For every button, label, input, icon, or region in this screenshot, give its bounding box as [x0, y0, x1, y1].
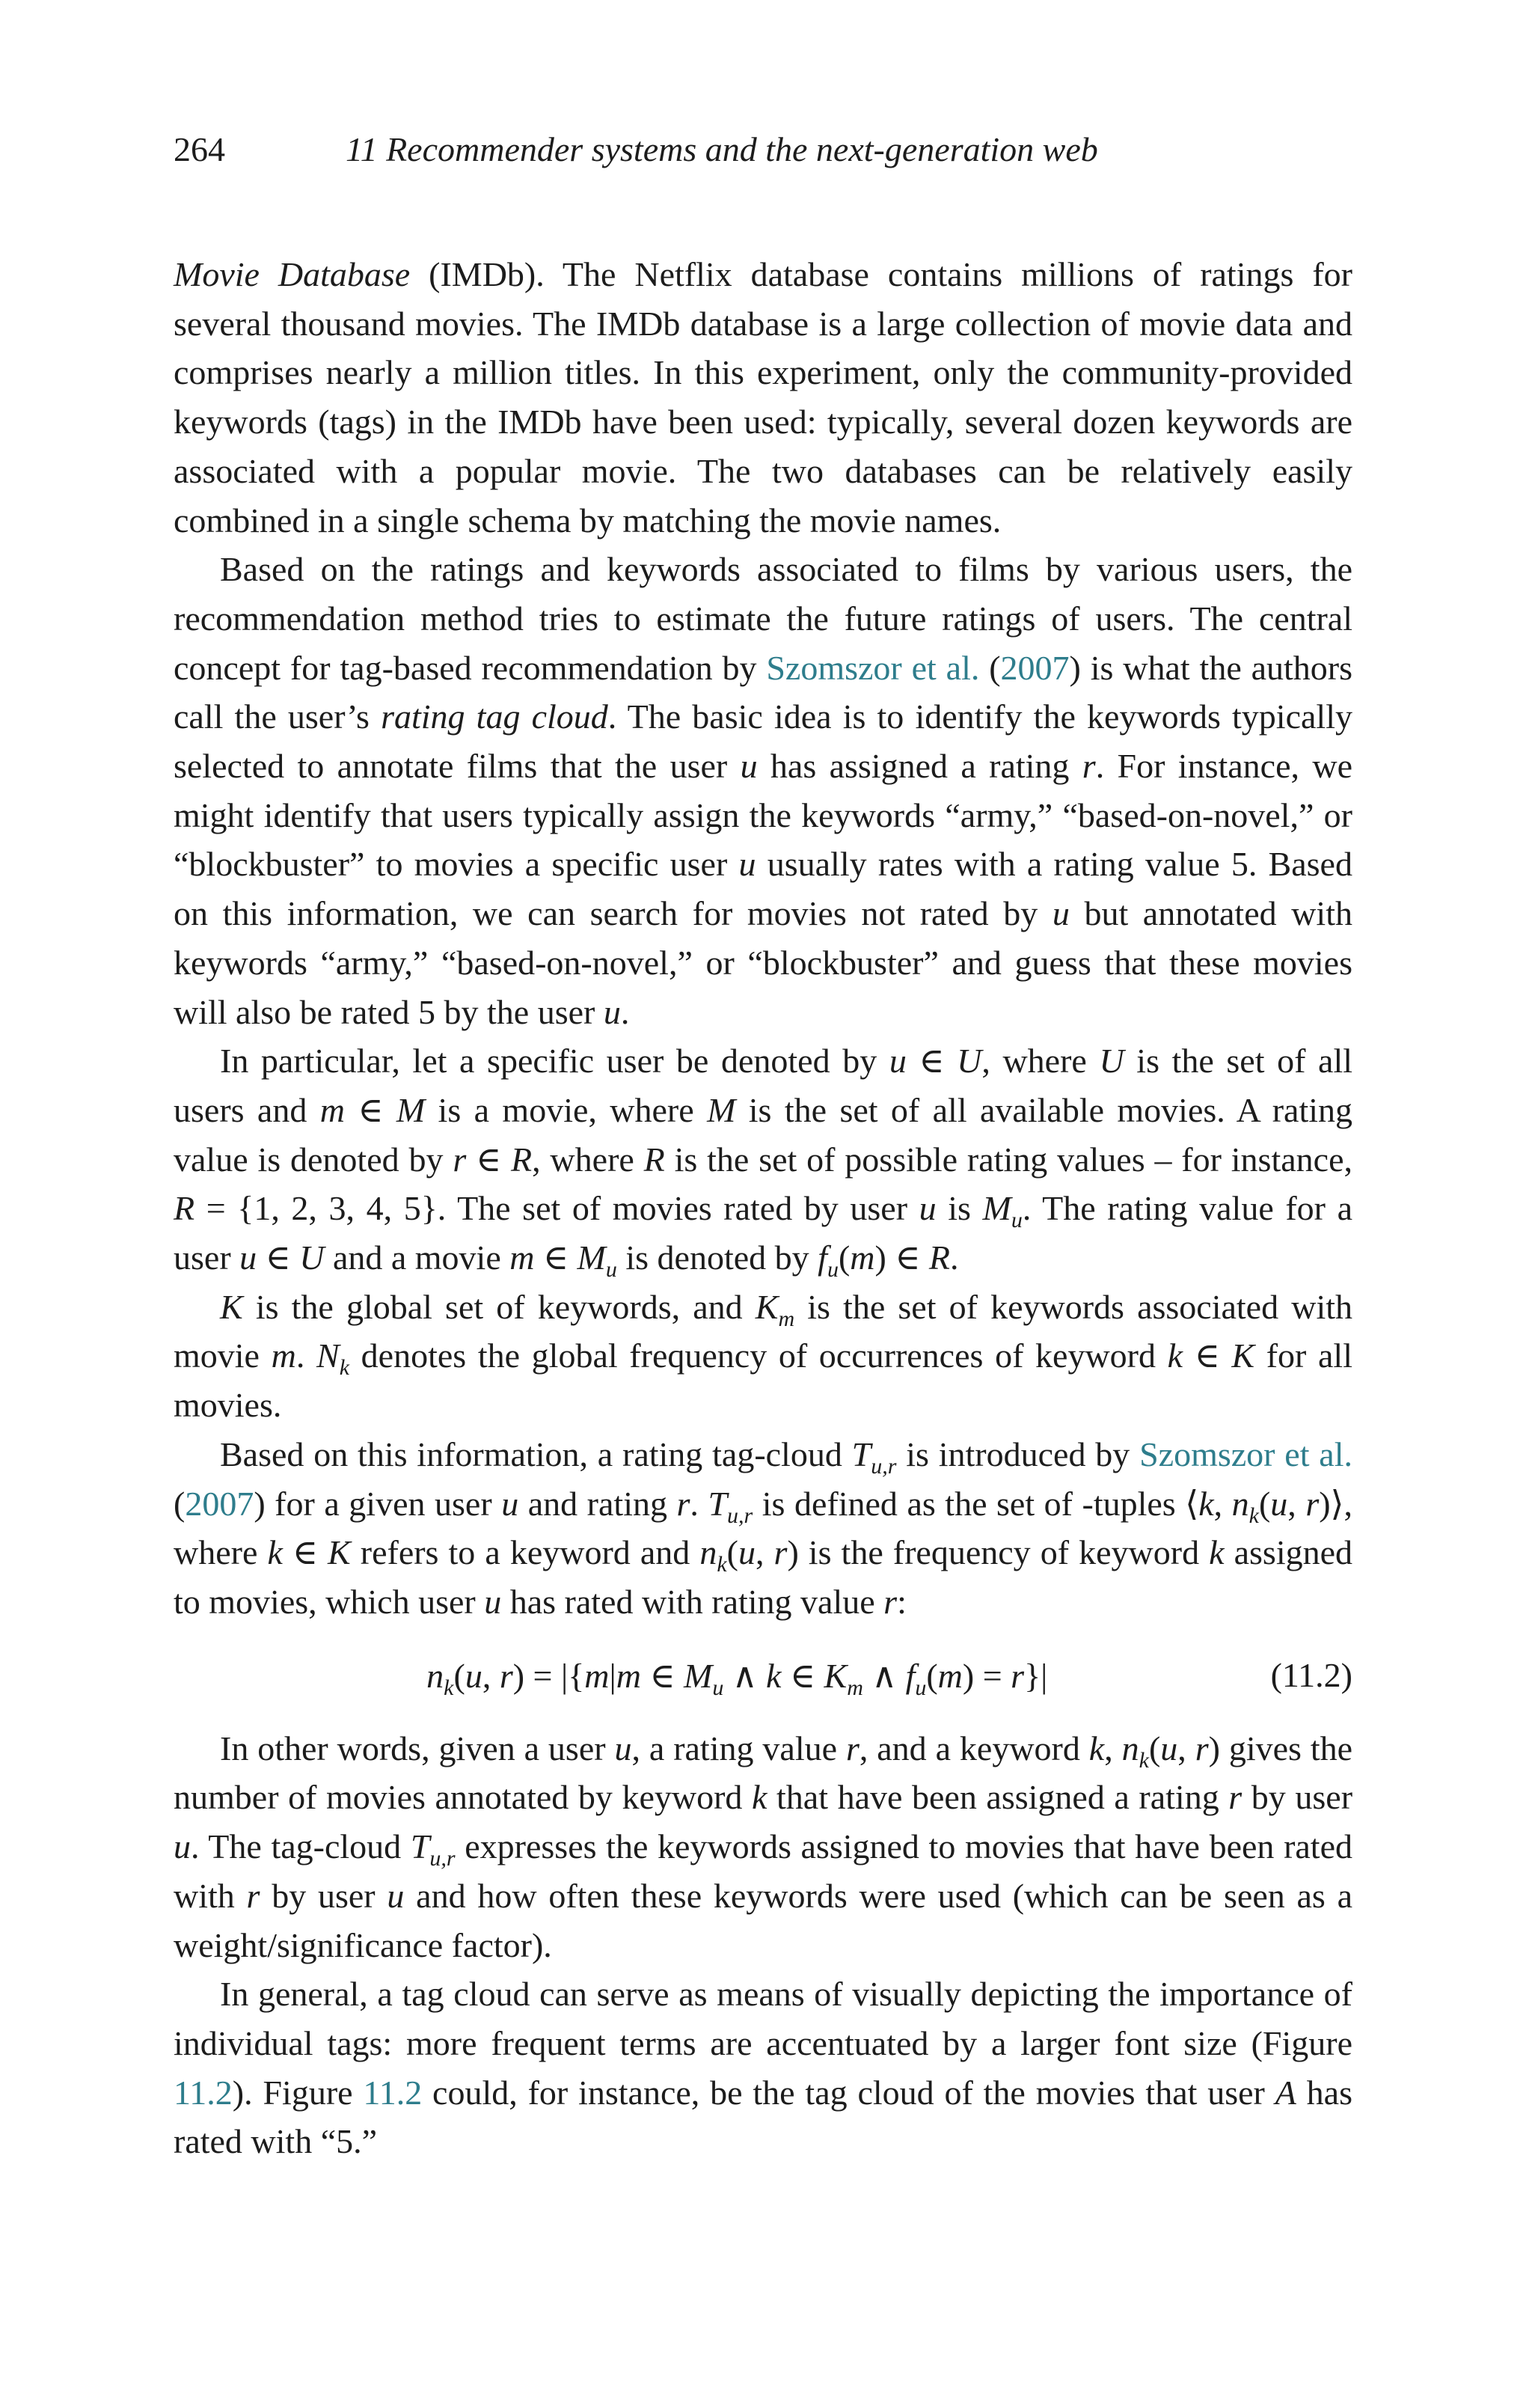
paragraph-3: In particular, let a specific user be denoted by u ∈ U, where U is the set of all users and m ∈ M is a movie, where M is the set of all available movies. A rating value is denoted by r ∈ R, where R is the set of possible rating values – for instance, R = {1, 2, 3, 4, 5}. The set of movies rated by user u is $M_u$. The rating value for a user u ∈ U and a movie m ∈ $M_u$ is denoted by $f_u(m)$ ∈ R. — [174, 1042, 1353, 1283]
citation-link[interactable]: Szomszor et al. — [1139, 1434, 1353, 1473]
page-number: 264 — [174, 130, 225, 168]
book-page — [174, 120, 1352, 2166]
paragraph-2: Based on the ratings and keywords associated to films by various users, the recommendation method tries to estimate the future ratings of users. The central concept for tag-based recommendation by Szomszor et al. (2007) is what the authors call the user’s rating tag cloud. The basic idea is to identify the keywords typically selected to annotate films that the user u has assigned a rating r. For instance, we might identify that users typically assign the keywords “army,” “based-on-novel,” or “blockbuster” to movies a specific user u usually rates with a rating value 5. Based on this information, we can search for movies not rated by u but annotated with keywords “army,” “based-on-novel,” or “blockbuster” and guess that these movies will also be rated 5 by the user u. — [174, 550, 1353, 1031]
chapter-title: 11 Recommender systems and the next-generation web — [346, 130, 1098, 168]
paragraph-5: Based on this information, a rating tag-cloud $T_{u,r}$ is introduced by Szomszor et al. (2007) for a given user u and rating r. $T_{u,r}$ is defined as the set of -tuples ⟨k, $n_k(u$, r)⟩, where k ∈ K refers to a keyword and $n_k(u$, r) is the frequency of keyword k assigned to movies, which user u has rated with rating value r: — [174, 1434, 1353, 1621]
equation-11-2 — [174, 1627, 1352, 1724]
paragraph-1: Movie Database (IMDb). The Netflix database contains millions of ratings for several thousand movies. The IMDb database is a large collection of movie data and comprises nearly a million titles. In this experiment, only the community-provided keywords (tags) in the IMDb have been used: typically, several dozen keywords are associated with a popular movie. The two databases can be relatively easily combined in a single schema by matching the movie names. — [174, 255, 1352, 540]
paragraph-7: In general, a tag cloud can serve as means of visually depicting the importance of individual tags: more frequent terms are accentuated by a larger font size (Figure 11.2). Figure 11.2 could, for instance, be the tag cloud of the movies that user A has rated with “5.” — [174, 1975, 1352, 2161]
citation-link[interactable]: Szomszor et al. — [766, 648, 980, 687]
paragraph-6: In other words, given a user u, a rating value r, and a keyword k, $n_k(u$, r) gives the number of movies annotated by keyword k that have been assigned a rating r by user u. The tag-cloud $T_{u,r}$ expresses the keywords assigned to movies that have been rated with r by user u and how often these keywords were used (which can be seen as a weight/significance factor). — [174, 1729, 1353, 1964]
citation-year-link[interactable]: 2007 — [185, 1484, 254, 1523]
figure-link[interactable]: 11.2 — [174, 2073, 233, 2112]
citation-year-link[interactable]: 2007 — [1000, 648, 1070, 687]
running-head — [174, 120, 1352, 180]
equation-body: $n_k(u$, r) = |{m|m ∈ $M_u$ ∧ k ∈ $K_m$ ∧ $f_u(m) = r\}|$ — [426, 1656, 1048, 1700]
paragraph-4: K is the global set of keywords, and $K_m$ is the set of keywords associated with movie m. $N_k$ denotes the global frequency of occurrences of keyword k ∈ K for all movies. — [174, 1287, 1353, 1425]
figure-link[interactable]: 11.2 — [363, 2073, 423, 2112]
equation-number: (11.2) — [1270, 1656, 1352, 1695]
